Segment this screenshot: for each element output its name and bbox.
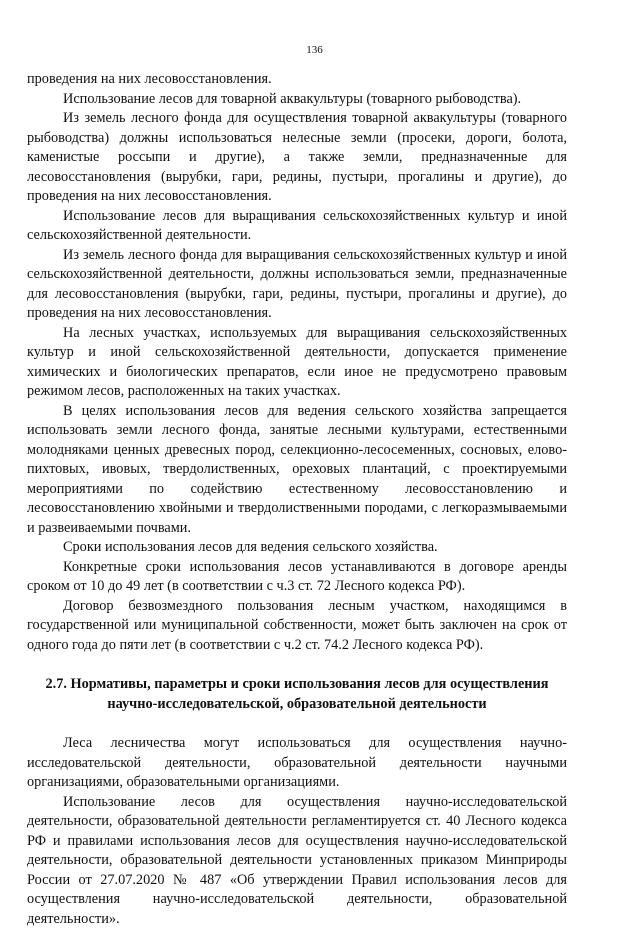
paragraph: Использование лесов для осуществления научно-исследовательской деятельности, образовательной деятельности регламентируется ст. 40 Лесного кодекса РФ и правилами использования лесов для осуществления научно-исследовательской деятельности, образовательной деятельности установленных приказом Минприроды России от 27.07.2020 № 487 «Об утверждении Правил использования лесов для осуществления научно-исследовательской деятельности, образовательной деятельности».: [27, 793, 567, 929]
paragraph: Конкретные сроки использования лесов устанавливаются в договоре аренды сроком от 10 до 49 лет (в соответствии с ч.3 ст. 72 Лесного кодекса РФ).: [27, 558, 567, 597]
paragraph: Из земель лесного фонда для осуществления товарной аквакультуры (товарного рыбоводства) должны использоваться нелесные земли (просеки, дороги, болота, каменистые россыпи и другие), а также земли, предназначенные для лесовосстановления (вырубки, гари, редины, пустыри, прогалины и другие), до проведения на них лесовосстановления.: [27, 109, 567, 207]
paragraph: Сроки использования лесов для ведения сельского хозяйства.: [27, 538, 567, 558]
section-heading: [27, 675, 567, 714]
paragraph: Использование лесов для товарной аквакультуры (товарного рыбоводства).: [27, 90, 567, 110]
section-heading-line: научно-исследовательской, образовательной деятельности: [27, 695, 567, 715]
paragraph: Леса лесничества могут использоваться для осуществления научно-исследовательской деятельности, образовательной деятельности научными организациями, образовательными организациями.: [27, 734, 567, 793]
paragraph: Договор безвозмездного пользования лесным участком, находящимся в государственной или муниципальной собственности, может быть заключен на срок от одного года до пяти лет (в соответствии с ч.2 ст. 74.2 Лесного кодекса РФ).: [27, 597, 567, 656]
paragraph: На лесных участках, используемых для выращивания сельскохозяйственных культур и иной сельскохозяйственной деятельности, допускается применение химических и биологических препаратов, если иное не предусмотрено правовым режимом лесов, расположенных на таких участках.: [27, 324, 567, 402]
paragraph: Из земель лесного фонда для выращивания сельскохозяйственных культур и иной сельскохозяйственной деятельности, должны использоваться земли, предназначенные для лесовосстановления (вырубки, гари, редины, пустыри, прогалины и другие), до проведения на них лесовосстановления.: [27, 246, 567, 324]
document-body: [27, 70, 567, 929]
paragraph: Использование лесов для выращивания сельскохозяйственных культур и иной сельскохозяйственной деятельности.: [27, 207, 567, 246]
paragraph: В целях использования лесов для ведения сельского хозяйства запрещается использовать земли лесного фонда, занятые лесными культурами, естественными молодняками ценных древесных пород, селекционно-лесосеменных, сосновых, елово-пихтовых, ивовых, твердолиственных, ореховых плантаций, с проектируемыми мероприятиями по содействию естественному лесовосстановлению и лесовосстановлению хвойными и твердолиственными породами, с легкоразмываемыми и развеиваемыми почвами.: [27, 402, 567, 539]
paragraph: проведения на них лесовосстановления.: [27, 70, 567, 90]
page-number: 136: [0, 44, 629, 57]
section-heading-line: 2.7. Нормативы, параметры и сроки использования лесов для осуществления: [27, 675, 567, 695]
